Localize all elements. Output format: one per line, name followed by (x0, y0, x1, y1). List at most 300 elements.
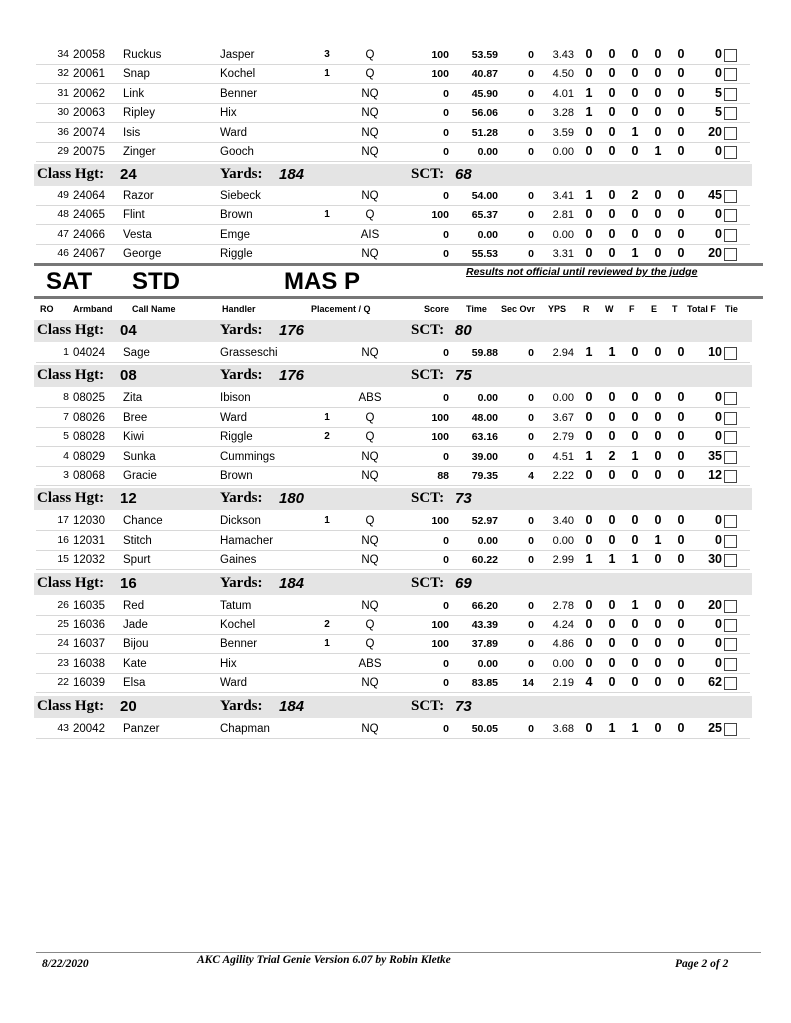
tie-checkbox[interactable] (724, 347, 737, 360)
wrong-courses: 0 (608, 187, 616, 202)
table-faults: 0 (677, 85, 685, 100)
armband: 20042 (73, 722, 105, 735)
class-height-value: 16 (120, 574, 137, 592)
footer-rule (36, 952, 761, 953)
unofficial-note: Results not official until reviewed by the judge (466, 266, 698, 278)
sct-value: 69 (455, 574, 472, 592)
wrong-courses: 0 (608, 390, 616, 405)
table-faults: 0 (677, 597, 685, 612)
handler: Ward (220, 411, 248, 424)
faults: 0 (631, 513, 639, 528)
result-row (36, 427, 750, 447)
result-row (36, 466, 750, 486)
faults: 1 (631, 448, 639, 463)
tie-checkbox[interactable] (724, 723, 737, 736)
table-faults: 0 (677, 513, 685, 528)
wrong-courses: 1 (608, 552, 616, 567)
armband: 16039 (73, 677, 105, 690)
refusals: 1 (585, 448, 593, 463)
wrong-courses: 0 (608, 532, 616, 547)
score: 0 (443, 599, 449, 612)
total-faults: 0 (715, 655, 722, 670)
qualifying-status: Q (365, 638, 375, 651)
armband: 12031 (73, 534, 105, 547)
call-name: Isis (123, 126, 141, 139)
tie-checkbox[interactable] (724, 68, 737, 81)
class-banner (36, 266, 754, 296)
refusals: 1 (585, 105, 593, 120)
time: 0.00 (477, 146, 498, 158)
eliminations: 0 (654, 468, 662, 482)
eliminations: 0 (654, 207, 662, 222)
qualifying-status: Q (365, 619, 375, 631)
eliminations: 0 (654, 636, 662, 651)
tie-checkbox[interactable] (724, 515, 737, 528)
wrong-courses: 0 (608, 655, 616, 670)
total-faults: 25 (708, 720, 722, 735)
wrong-courses: 0 (608, 429, 616, 444)
day-label: SAT (46, 268, 93, 295)
eliminations: 0 (654, 66, 662, 81)
score: 100 (431, 431, 449, 444)
armband: 24065 (73, 209, 105, 222)
yards-per-second: 0.00 (552, 146, 574, 158)
wrong-courses: 0 (608, 617, 616, 631)
time: 65.37 (471, 209, 498, 222)
score: 0 (443, 722, 449, 735)
refusals: 0 (585, 66, 593, 81)
result-row (36, 447, 750, 467)
run-order: 23 (57, 656, 69, 669)
class-height-label: Class Hgt: (37, 166, 105, 183)
total-faults: 0 (715, 66, 722, 81)
call-name: Kate (123, 657, 147, 670)
handler: Ibison (220, 392, 251, 405)
armband: 20061 (73, 68, 105, 81)
score: 0 (443, 228, 449, 241)
handler: Grasseschi (220, 347, 278, 359)
table-faults: 0 (677, 720, 685, 735)
refusals: 0 (585, 47, 593, 61)
refusals: 0 (585, 532, 593, 547)
level-label: MAS P (284, 268, 361, 295)
score: 0 (443, 107, 449, 120)
armband: 24067 (73, 248, 105, 261)
faults: 0 (631, 655, 639, 670)
run-order: 34 (57, 48, 69, 60)
tie-checkbox[interactable] (724, 127, 737, 140)
time: 39.00 (471, 450, 498, 463)
refusals: 0 (585, 636, 593, 651)
eliminations: 0 (654, 552, 662, 567)
placement: 1 (324, 209, 330, 221)
total-faults: 0 (715, 144, 722, 158)
eliminations: 0 (654, 226, 662, 241)
refusals: 0 (585, 655, 593, 670)
yards-per-second: 3.43 (552, 49, 574, 61)
sct-label: SCT: (411, 697, 445, 714)
yards-label: Yards: (220, 367, 263, 384)
run-order: 5 (63, 430, 69, 443)
yards-per-second: 2.94 (552, 347, 574, 359)
eliminations: 0 (654, 47, 662, 61)
class-height-value: 12 (120, 490, 137, 508)
handler: Cummings (220, 450, 275, 463)
result-row (36, 123, 750, 143)
table-faults: 0 (677, 207, 685, 222)
run-order: 25 (57, 618, 69, 630)
refusals: 0 (585, 513, 593, 528)
eliminations: 0 (654, 675, 662, 690)
eliminations: 0 (654, 655, 662, 670)
yards-per-second: 4.86 (552, 638, 574, 651)
result-row (36, 615, 750, 635)
faults: 1 (631, 246, 639, 261)
seconds-over: 0 (528, 189, 534, 202)
yards-per-second: 4.51 (552, 450, 574, 463)
armband: 20062 (73, 87, 105, 100)
tie-checkbox[interactable] (724, 49, 737, 62)
handler: Gooch (220, 146, 254, 158)
class-height-value: 24 (120, 166, 137, 184)
handler: Ward (220, 126, 248, 139)
run-order: 30 (57, 106, 69, 119)
qualifying-status: Q (365, 515, 375, 528)
result-row (36, 205, 750, 225)
call-name: Bijou (123, 638, 149, 651)
faults: 0 (631, 532, 639, 547)
seconds-over: 0 (528, 722, 534, 735)
yards-label: Yards: (220, 166, 263, 183)
qualifying-status: NQ (361, 107, 379, 120)
time: 40.87 (471, 68, 498, 81)
armband: 20063 (73, 107, 105, 120)
wrong-courses: 0 (608, 513, 616, 528)
eliminations: 0 (654, 617, 662, 631)
handler: Riggle (220, 248, 253, 261)
total-faults: 0 (715, 207, 722, 222)
footer-page-number: Page 2 of 2 (675, 958, 729, 970)
tie-checkbox[interactable] (724, 470, 737, 483)
time: 53.59 (471, 49, 498, 61)
header-ro: RO (40, 304, 54, 314)
seconds-over: 0 (528, 450, 534, 463)
eliminations: 0 (654, 124, 662, 139)
armband: 04024 (73, 347, 105, 359)
class-height-header (34, 365, 752, 387)
seconds-over: 4 (528, 470, 534, 482)
call-name: Sage (123, 347, 150, 359)
class-height-header (34, 320, 752, 342)
wrong-courses: 0 (608, 409, 616, 424)
tie-checkbox[interactable] (724, 190, 737, 203)
seconds-over: 0 (528, 107, 534, 120)
qualifying-status: NQ (361, 248, 379, 261)
score: 0 (443, 87, 449, 100)
yards-value: 176 (279, 322, 305, 339)
armband: 24064 (73, 189, 105, 202)
table-faults: 0 (677, 390, 685, 405)
total-faults: 0 (715, 47, 722, 61)
armband: 16037 (73, 638, 105, 651)
tie-checkbox[interactable] (724, 677, 737, 690)
refusals: 1 (585, 85, 593, 100)
total-faults: 45 (708, 187, 722, 202)
class-height-label: Class Hgt: (37, 490, 105, 507)
result-row (36, 408, 750, 428)
wrong-courses: 0 (608, 226, 616, 241)
call-name: Zinger (123, 146, 156, 158)
run-order: 26 (57, 598, 69, 611)
sct-value: 73 (455, 490, 472, 508)
tie-checkbox[interactable] (724, 392, 737, 405)
seconds-over: 0 (528, 638, 534, 651)
score: 100 (431, 619, 449, 631)
tie-checkbox[interactable] (724, 209, 737, 222)
armband: 20058 (73, 49, 105, 61)
tie-checkbox[interactable] (724, 88, 737, 101)
time: 0.00 (477, 657, 498, 670)
faults: 0 (631, 636, 639, 651)
qualifying-status: NQ (361, 677, 379, 690)
seconds-over: 0 (528, 68, 534, 81)
run-order: 7 (63, 410, 69, 423)
sct-label: SCT: (411, 322, 445, 338)
result-row (36, 225, 750, 245)
wrong-courses: 0 (608, 246, 616, 261)
seconds-over: 0 (528, 411, 534, 424)
qualifying-status: NQ (361, 146, 379, 158)
eliminations: 0 (654, 390, 662, 405)
tie-checkbox[interactable] (724, 146, 737, 159)
wrong-courses: 0 (608, 675, 616, 690)
run-order: 48 (57, 208, 69, 221)
qualifying-status: Q (365, 209, 375, 222)
time: 54.00 (471, 189, 498, 202)
class-height-label: Class Hgt: (37, 697, 105, 714)
time: 55.53 (471, 248, 498, 261)
result-row (36, 186, 750, 206)
armband: 16036 (73, 619, 105, 631)
tie-checkbox[interactable] (724, 431, 737, 444)
call-name: Panzer (123, 722, 160, 735)
call-name: Red (123, 599, 145, 612)
total-faults: 0 (715, 409, 722, 424)
result-row (36, 244, 750, 264)
header-tie: Tie (725, 304, 738, 314)
class-height-header (34, 488, 752, 510)
table-faults: 0 (677, 144, 685, 158)
armband: 20075 (73, 146, 105, 158)
time: 66.20 (471, 599, 498, 612)
header-t: T (672, 304, 678, 314)
tie-checkbox[interactable] (724, 535, 737, 548)
call-name: Razor (123, 189, 154, 202)
eliminations: 0 (654, 345, 662, 359)
run-order: 49 (57, 188, 69, 201)
handler: Ward (220, 677, 248, 690)
yards-per-second: 2.22 (552, 470, 574, 482)
sct-label: SCT: (411, 367, 445, 384)
faults: 0 (631, 105, 639, 120)
score: 0 (443, 347, 449, 359)
eliminations: 0 (654, 246, 662, 261)
handler: Siebeck (220, 189, 261, 202)
yards-per-second: 2.19 (552, 677, 574, 690)
seconds-over: 0 (528, 87, 534, 100)
score: 0 (443, 450, 449, 463)
run-order: 1 (63, 346, 69, 358)
yards-per-second: 4.01 (552, 87, 574, 100)
faults: 0 (631, 675, 639, 690)
tie-checkbox[interactable] (724, 658, 737, 671)
wrong-courses: 0 (608, 47, 616, 61)
header-handler: Handler (222, 304, 256, 314)
result-row (36, 103, 750, 123)
seconds-over: 0 (528, 431, 534, 444)
tie-checkbox[interactable] (724, 451, 737, 464)
result-row (36, 550, 750, 570)
call-name: Bree (123, 411, 148, 424)
seconds-over: 0 (528, 49, 534, 61)
refusals: 0 (585, 597, 593, 612)
seconds-over: 0 (528, 657, 534, 670)
footer-date: 8/22/2020 (42, 958, 89, 970)
header-score: Score (424, 304, 450, 314)
yards-value: 184 (279, 697, 305, 715)
seconds-over: 0 (528, 515, 534, 528)
run-order: 22 (57, 676, 69, 689)
qualifying-status: NQ (361, 126, 379, 139)
total-faults: 0 (715, 429, 722, 444)
result-row (36, 531, 750, 551)
yards-per-second: 3.31 (552, 248, 574, 261)
faults: 1 (631, 597, 639, 612)
tie-checkbox[interactable] (724, 229, 737, 242)
header-w: W (605, 304, 614, 314)
class-height-value: 08 (120, 367, 137, 385)
yards-value: 176 (279, 367, 305, 385)
wrong-courses: 2 (608, 448, 616, 463)
handler: Hix (220, 657, 237, 670)
armband: 08029 (73, 450, 105, 463)
score: 100 (431, 515, 449, 528)
run-order: 31 (57, 86, 69, 99)
header-total: Total F (687, 304, 716, 314)
wrong-courses: 1 (608, 720, 616, 735)
table-faults: 0 (677, 246, 685, 261)
seconds-over: 14 (522, 677, 534, 690)
class-height-label: Class Hgt: (37, 367, 105, 384)
time: 0.00 (477, 534, 498, 547)
tie-checkbox[interactable] (724, 619, 737, 632)
total-faults: 0 (715, 617, 722, 631)
yards-label: Yards: (220, 574, 263, 591)
refusals: 0 (585, 246, 593, 261)
yards-per-second: 2.79 (552, 431, 574, 444)
placement: 2 (324, 619, 330, 630)
table-faults: 0 (677, 409, 685, 424)
run-order: 43 (57, 721, 69, 734)
total-faults: 0 (715, 226, 722, 241)
time: 37.89 (471, 638, 498, 651)
wrong-courses: 0 (608, 124, 616, 139)
qualifying-status: AIS (360, 228, 380, 241)
armband: 08028 (73, 431, 105, 444)
handler: Benner (220, 638, 258, 651)
header-yps: YPS (548, 304, 567, 314)
wrong-courses: 0 (608, 207, 616, 222)
eliminations: 0 (654, 720, 662, 735)
tie-checkbox[interactable] (724, 248, 737, 261)
total-faults: 0 (715, 513, 722, 528)
faults: 1 (631, 552, 639, 567)
call-name: Gracie (123, 470, 157, 482)
handler: Jasper (220, 49, 255, 61)
class-height-label: Class Hgt: (37, 574, 105, 591)
table-faults: 0 (677, 345, 685, 359)
faults: 0 (631, 345, 639, 359)
time: 48.00 (471, 411, 498, 424)
wrong-courses: 0 (608, 144, 616, 158)
run-order: 32 (57, 67, 69, 80)
score: 0 (443, 146, 449, 158)
seconds-over: 0 (528, 126, 534, 139)
armband: 24066 (73, 228, 105, 241)
refusals: 0 (585, 390, 593, 405)
seconds-over: 0 (528, 146, 534, 158)
faults: 1 (631, 720, 639, 735)
tie-checkbox[interactable] (724, 600, 737, 613)
table-faults: 0 (677, 105, 685, 120)
faults: 0 (631, 47, 639, 61)
tie-checkbox[interactable] (724, 107, 737, 120)
score: 0 (443, 126, 449, 139)
time: 83.85 (471, 677, 498, 690)
score: 0 (443, 677, 449, 690)
eliminations: 0 (654, 105, 662, 120)
tie-checkbox[interactable] (724, 554, 737, 567)
tie-checkbox[interactable] (724, 412, 737, 425)
yards-value: 180 (279, 490, 305, 508)
wrong-courses: 0 (608, 597, 616, 612)
call-name: Kiwi (123, 431, 145, 444)
yards-label: Yards: (220, 697, 263, 714)
result-row (36, 634, 750, 654)
handler: Benner (220, 87, 258, 100)
total-faults: 5 (715, 85, 722, 100)
class-height-value: 20 (120, 697, 137, 715)
qualifying-status: Q (365, 431, 375, 444)
handler: Gaines (220, 554, 257, 567)
run-order: 16 (57, 533, 69, 546)
total-faults: 35 (708, 448, 722, 463)
sct-label: SCT: (411, 490, 445, 507)
yards-per-second: 0.00 (552, 534, 574, 547)
time: 45.90 (471, 87, 498, 100)
faults: 0 (631, 429, 639, 444)
qualifying-status: ABS (358, 392, 382, 405)
yards-per-second: 3.67 (552, 411, 574, 424)
total-faults: 0 (715, 636, 722, 651)
seconds-over: 0 (528, 209, 534, 222)
table-faults: 0 (677, 187, 685, 202)
eliminations: 0 (654, 513, 662, 528)
seconds-over: 0 (528, 554, 534, 567)
tie-checkbox[interactable] (724, 638, 737, 651)
result-row (36, 64, 750, 84)
refusals: 0 (585, 144, 593, 158)
